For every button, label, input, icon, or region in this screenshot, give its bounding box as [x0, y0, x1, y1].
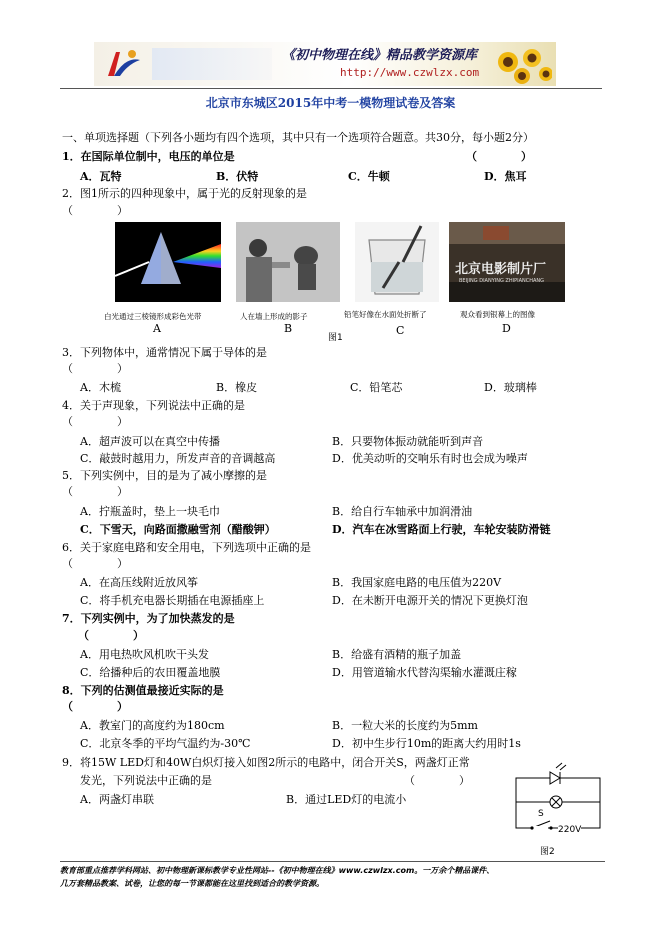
- banner-decoration: [152, 48, 272, 80]
- q5-option-c[interactable]: C．下雪天，向路面撒融雪剂（醋酸钾）: [80, 523, 276, 536]
- q2-answer-blank[interactable]: （ ）: [62, 204, 128, 217]
- q5-option-d[interactable]: D．汽车在冰雪路面上行驶，车轮安装防滑链: [332, 523, 551, 536]
- figure-2-label: 图2: [540, 847, 555, 857]
- prism-photo: [115, 222, 221, 302]
- q6-option-b[interactable]: B．我国家庭电路的电压值为220V: [332, 576, 502, 589]
- q1-answer-blank[interactable]: （ ）: [466, 150, 532, 163]
- q8-answer-blank[interactable]: （ ）: [62, 700, 128, 713]
- footer-line-1: 教育部重点推荐学科网站、初中物理新课标教学专业性网站--《初中物理在线》www.czwlzx.com。一万余个精品课件、: [60, 866, 495, 875]
- q9-stem-line1: 9．将15W LED灯和40W白炽灯接入如图2所示的电路中，闭合开关S，两盏灯正常: [62, 756, 470, 769]
- q1-option-b[interactable]: B．伏特: [216, 170, 259, 183]
- cinema-photo: [449, 222, 565, 302]
- q5-option-a[interactable]: A．拧瓶盖时，垫上一块毛巾: [80, 505, 220, 518]
- q1-option-a[interactable]: A．瓦特: [80, 170, 122, 183]
- figure-1-label: 图1: [328, 333, 343, 343]
- cinema-sign: 北京电影制片厂: [455, 262, 547, 277]
- section-heading: 一、单项选择题（下列各小题均有四个选项，其中只有一个选项符合题意。共30分，每小题2分）: [62, 131, 534, 144]
- label-b: B: [284, 322, 293, 335]
- q9-answer-blank[interactable]: （ ）: [404, 774, 470, 787]
- q7-option-b[interactable]: B．给盛有酒精的瓶子加盖: [332, 648, 462, 661]
- q1-option-c[interactable]: C．牛顿: [348, 170, 390, 183]
- q1-stem: 1．在国际单位制中，电压的单位是: [62, 150, 235, 163]
- q4-stem: 4．关于声现象，下列说法中正确的是: [62, 399, 245, 412]
- caption-d: 观众看到银幕上的图像: [460, 310, 535, 319]
- cinema-sign-sub: BEIJING DIANYING ZHIPIANCHANG: [459, 278, 545, 284]
- q8-option-c[interactable]: C．北京冬季的平均气温约为-30℃: [80, 737, 251, 750]
- q6-option-a[interactable]: A．在高压线附近放风筝: [80, 576, 198, 589]
- q3-option-c[interactable]: C．铅笔芯: [350, 381, 403, 394]
- q4-option-d[interactable]: D．优美动听的交响乐有时也会成为噪声: [332, 452, 528, 465]
- q2-stem: 2．图1所示的四种现象中，属于光的反射现象的是: [62, 187, 307, 200]
- q3-option-a[interactable]: A．木梳: [80, 381, 121, 394]
- pencil-photo: [355, 222, 439, 302]
- q6-option-c[interactable]: C．将手机充电器长期插在电源插座上: [80, 594, 265, 607]
- footer: [60, 864, 605, 890]
- shadow-photo: [236, 222, 340, 302]
- q3-option-b[interactable]: B．橡皮: [216, 381, 258, 394]
- caption-c: 铅笔好像在水面处折断了: [344, 310, 427, 319]
- label-c: C: [396, 324, 405, 337]
- q3-answer-blank[interactable]: （ ）: [62, 362, 128, 375]
- q7-option-a[interactable]: A．用电热吹风机吹干头发: [80, 648, 209, 661]
- sunflower-icon: [494, 48, 552, 84]
- logo-icon: [102, 46, 142, 82]
- header-banner: [94, 42, 556, 86]
- q7-answer-blank[interactable]: （ ）: [78, 629, 144, 642]
- banner-title: 《初中物理在线》精品教学资源库: [282, 48, 478, 63]
- q5-stem: 5．下列实例中，目的是为了减小摩擦的是: [62, 469, 267, 482]
- q5-answer-blank[interactable]: （ ）: [62, 485, 128, 498]
- q4-answer-blank[interactable]: （ ）: [62, 415, 128, 428]
- q8-stem: 8．下列的估测值最接近实际的是: [62, 684, 224, 697]
- q8-option-b[interactable]: B．一粒大米的长度约为5mm: [332, 719, 478, 732]
- q8-option-d[interactable]: D．初中生步行10m的距离大约用时1s: [332, 737, 521, 750]
- label-d: D: [502, 322, 511, 335]
- q6-stem: 6．关于家庭电路和安全用电，下列选项中正确的是: [62, 541, 311, 554]
- q4-option-a[interactable]: A．超声波可以在真空中传播: [80, 435, 220, 448]
- page-title: 北京市东城区2015年中考一模物理试卷及答案: [205, 96, 456, 110]
- q6-option-d[interactable]: D．在未断开电源开关的情况下更换灯泡: [332, 594, 528, 607]
- caption-b: 人在墙上形成的影子: [240, 312, 308, 321]
- footer-line-2: 几万套精品教案、试卷，让您的每一节课都能在这里找到适合的教学资源。: [60, 879, 324, 888]
- q3-stem: 3．下列物体中，通常情况下属于导体的是: [62, 346, 267, 359]
- q6-answer-blank[interactable]: （ ）: [62, 557, 128, 570]
- voltage-label: 220V: [558, 825, 582, 835]
- q8-option-a[interactable]: A．教室门的高度约为180cm: [80, 719, 225, 732]
- caption-a: 白光通过三棱镜形成彩色光带: [104, 312, 202, 321]
- footer-rule: [60, 861, 605, 862]
- q9-option-b[interactable]: B．通过LED灯的电流小: [286, 793, 407, 806]
- q4-option-b[interactable]: B．只要物体振动就能听到声音: [332, 435, 484, 448]
- q3-option-d[interactable]: D．玻璃棒: [484, 381, 537, 394]
- label-a: A: [153, 322, 161, 335]
- header-rule: [60, 88, 602, 89]
- q7-option-c[interactable]: C．给播种后的农田覆盖地膜: [80, 666, 221, 679]
- q1-option-d[interactable]: D．焦耳: [484, 170, 527, 183]
- q7-stem: 7．下列实例中，为了加快蒸发的是: [62, 612, 235, 625]
- q9-stem-line2: 发光，下列说法中正确的是: [80, 774, 212, 787]
- switch-label: S: [538, 809, 544, 819]
- banner-url[interactable]: http://www.czwlzx.com: [340, 66, 480, 79]
- q9-option-a[interactable]: A．两盏灯串联: [80, 793, 154, 806]
- circuit-diagram: [510, 762, 606, 842]
- q5-option-b[interactable]: B．给自行车轴承中加润滑油: [332, 505, 473, 518]
- q4-option-c[interactable]: C．敲鼓时越用力，所发声音的音调越高: [80, 452, 276, 465]
- q7-option-d[interactable]: D．用管道输水代替沟渠输水灌溉庄稼: [332, 666, 517, 679]
